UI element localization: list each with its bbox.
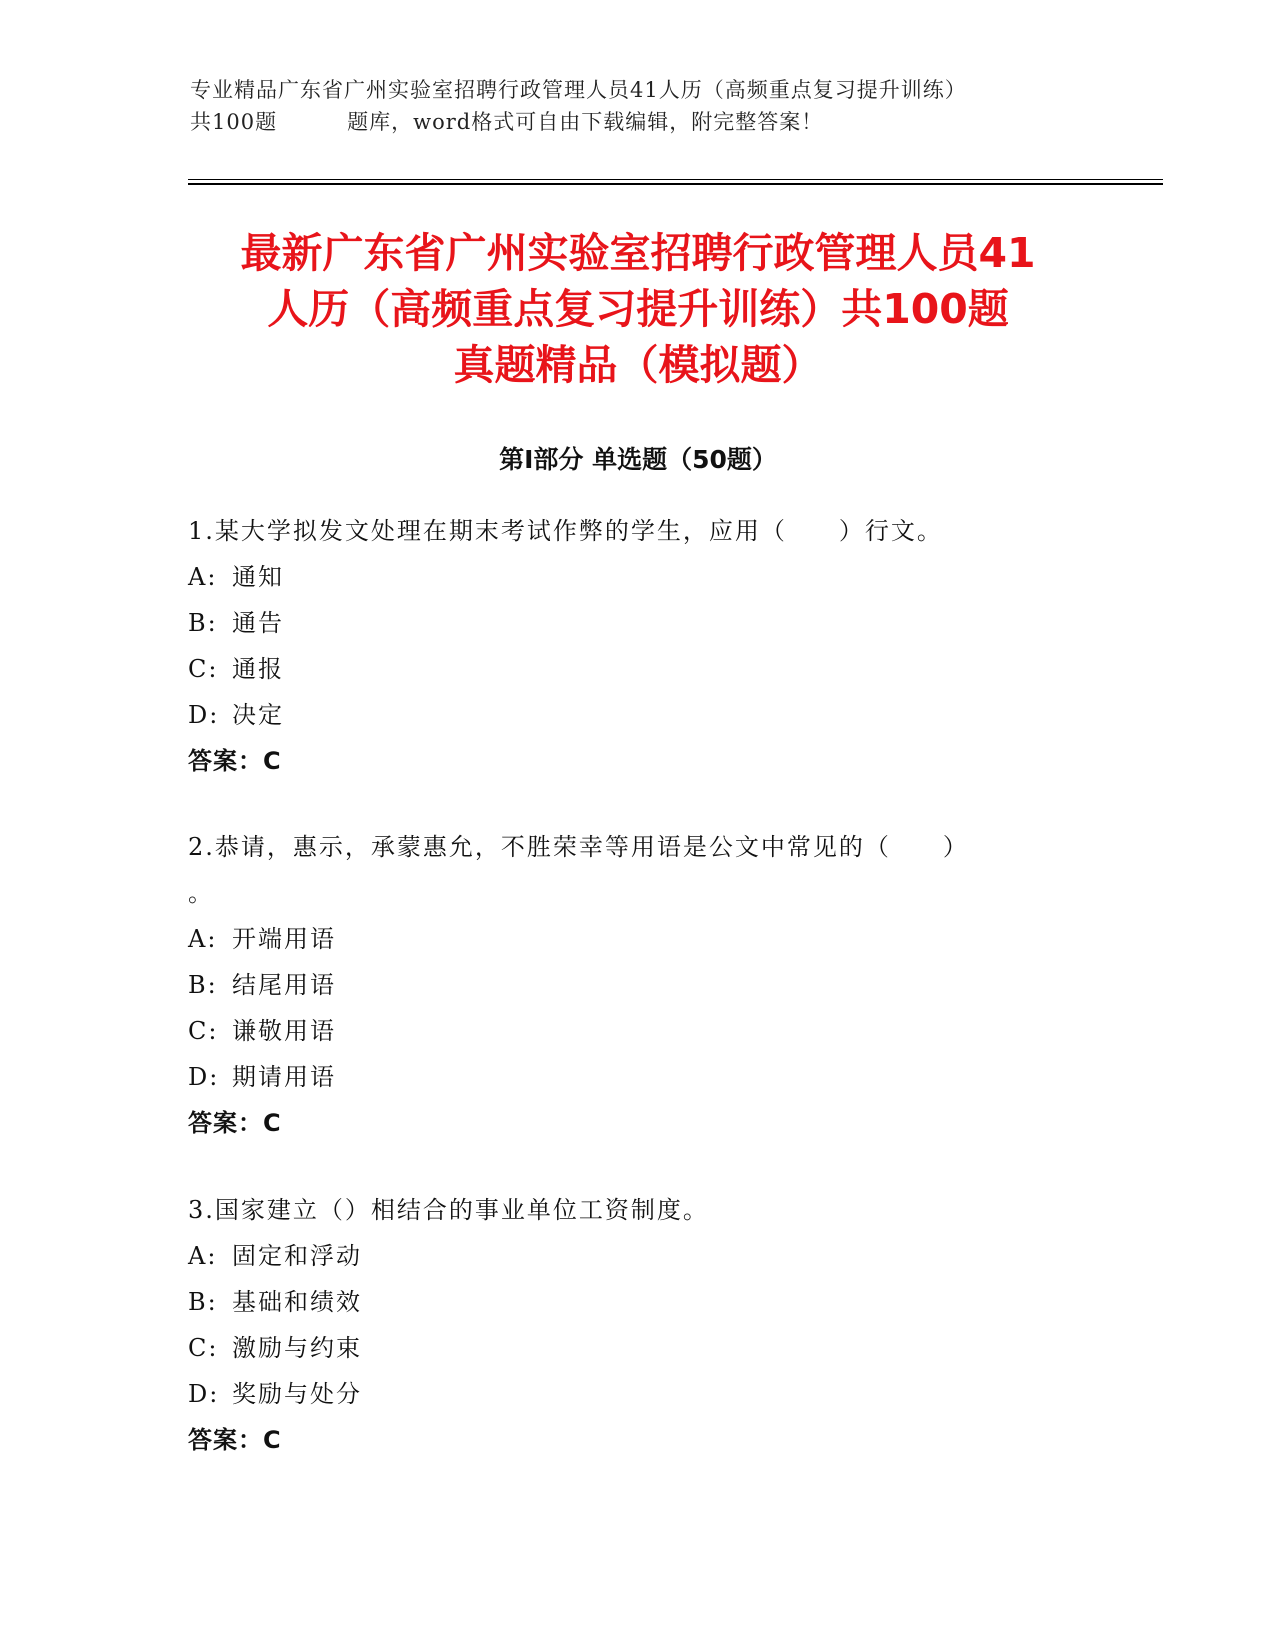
option-letter: D: <box>188 1063 220 1091</box>
option-text: 通报 <box>232 655 284 683</box>
option-d <box>188 1054 1068 1100</box>
question-stem: 1.某大学拟发文处理在期末考试作弊的学生，应用（ ）行文。 <box>188 517 943 545</box>
question-2 <box>188 824 1068 1146</box>
option-a <box>188 916 1068 962</box>
option-text: 固定和浮动 <box>232 1242 362 1270</box>
answer: 答案：C <box>188 747 282 775</box>
option-letter: B: <box>188 609 218 637</box>
option-letter: C: <box>188 1334 219 1362</box>
question-1 <box>188 508 1068 784</box>
answer: 答案：C <box>188 1109 282 1137</box>
header-line-1: 专业精品广东省广州实验室招聘行政管理人员41人历（高频重点复习提升训练） <box>190 78 967 102</box>
option-text: 期请用语 <box>232 1063 336 1091</box>
option-text: 结尾用语 <box>232 971 336 999</box>
option-a <box>188 554 1068 600</box>
option-text: 激励与约束 <box>232 1334 362 1362</box>
header-rule-thick <box>188 183 1163 185</box>
header-question-count: 共100题 <box>190 110 278 134</box>
question-stem: 2.恭请，惠示，承蒙惠允，不胜荣幸等用语是公文中常见的（ ） <box>188 833 969 861</box>
option-a <box>188 1233 1068 1279</box>
document-title-line-2: 人历（高频重点复习提升训练）共100题 <box>267 285 1009 333</box>
option-letter: A: <box>188 563 218 591</box>
option-text: 基础和绩效 <box>232 1288 362 1316</box>
option-letter: B: <box>188 971 218 999</box>
document-title <box>188 225 1088 393</box>
option-letter: D: <box>188 1380 220 1408</box>
question-3 <box>188 1187 1068 1463</box>
option-d <box>188 1371 1068 1417</box>
option-c <box>188 1325 1068 1371</box>
header-line-2 <box>190 106 1090 138</box>
header-rule-thin <box>188 179 1163 180</box>
option-b <box>188 962 1068 1008</box>
option-c <box>188 1008 1068 1054</box>
option-b <box>188 1279 1068 1325</box>
option-d <box>188 692 1068 738</box>
option-text: 开端用语 <box>232 925 336 953</box>
option-text: 通知 <box>232 563 284 591</box>
page-header <box>190 74 1090 138</box>
document-title-line-3: 真题精品（模拟题） <box>453 341 823 389</box>
option-letter: D: <box>188 701 220 729</box>
option-text: 奖励与处分 <box>232 1380 362 1408</box>
option-letter: B: <box>188 1288 218 1316</box>
option-letter: C: <box>188 655 219 683</box>
option-letter: C: <box>188 1017 219 1045</box>
option-text: 谦敬用语 <box>232 1017 336 1045</box>
option-letter: A: <box>188 1242 218 1270</box>
answer: 答案：C <box>188 1426 282 1454</box>
option-b <box>188 600 1068 646</box>
document-title-line-1: 最新广东省广州实验室招聘行政管理人员41 <box>240 229 1036 277</box>
option-letter: A: <box>188 925 218 953</box>
option-c <box>188 646 1068 692</box>
option-text: 通告 <box>232 609 284 637</box>
header-description: 题库，word格式可自由下载编辑，附完整答案！ <box>347 110 824 134</box>
question-stem: 3.国家建立（）相结合的事业单位工资制度。 <box>188 1196 709 1224</box>
section-title: 第Ⅰ部分 单选题（50题） <box>499 445 777 474</box>
question-stem-continuation: 。 <box>188 879 214 907</box>
option-text: 决定 <box>232 701 284 729</box>
